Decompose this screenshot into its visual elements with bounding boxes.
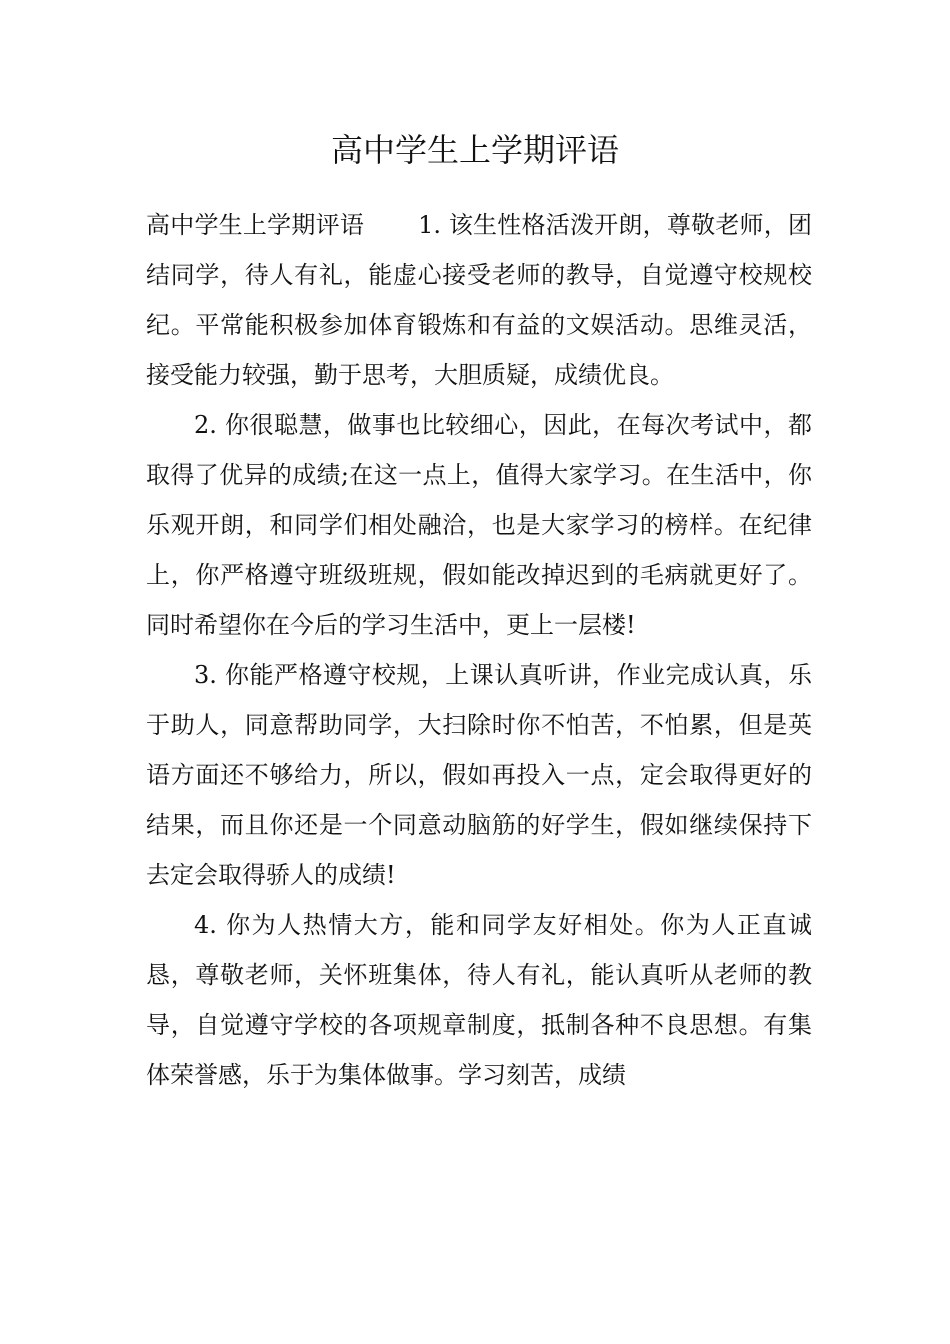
document-title: 高中学生上学期评语: [330, 131, 619, 169]
paragraph-2: 2. 你很聪慧，做事也比较细心，因此，在每次考试中，都取得了优异的成绩;在这一点上，值得大家学习。在生活中，你乐观开朗，和同学们相处融洽，也是大家学习的榜样。在纪律上，你严格遵守班级班规，假如能改掉迟到的毛病就更好了。同时希望你在今后的学习生活中，更上一层楼!: [146, 411, 812, 639]
paragraph-1: [146, 200, 812, 400]
paragraph-3: 3. 你能严格遵守校规，上课认真听讲，作业完成认真，乐于助人，同意帮助同学，大扫除时你不怕苦，不怕累，但是英语方面还不够给力，所以，假如再投入一点，定会取得更好的结果，而且你还是一个同意动脑筋的好学生，假如继续保持下去定会取得骄人的成绩!: [146, 661, 812, 889]
document-body: [146, 200, 812, 1100]
paragraph-4: 4. 你为人热情大方，能和同学友好相处。你为人正直诚恳，尊敬老师，关怀班集体，待人有礼，能认真听从老师的教导，自觉遵守学校的各项规章制度，抵制各种不良思想。有集体荣誉感，乐于为集体做事。学习刻苦，成绩: [146, 911, 812, 1089]
paragraph-1-lead: 高中学生上学期评语: [146, 211, 365, 239]
paragraph-1-text: 1. 该生性格活泼开朗，尊敬老师，团结同学，待人有礼，能虚心接受老师的教导，自觉遵守校规校纪。平常能积极参加体育锻炼和有益的文娱活动。思维灵活，接受能力较强，勤于思考，大胆质疑，成绩优良。: [146, 211, 813, 389]
